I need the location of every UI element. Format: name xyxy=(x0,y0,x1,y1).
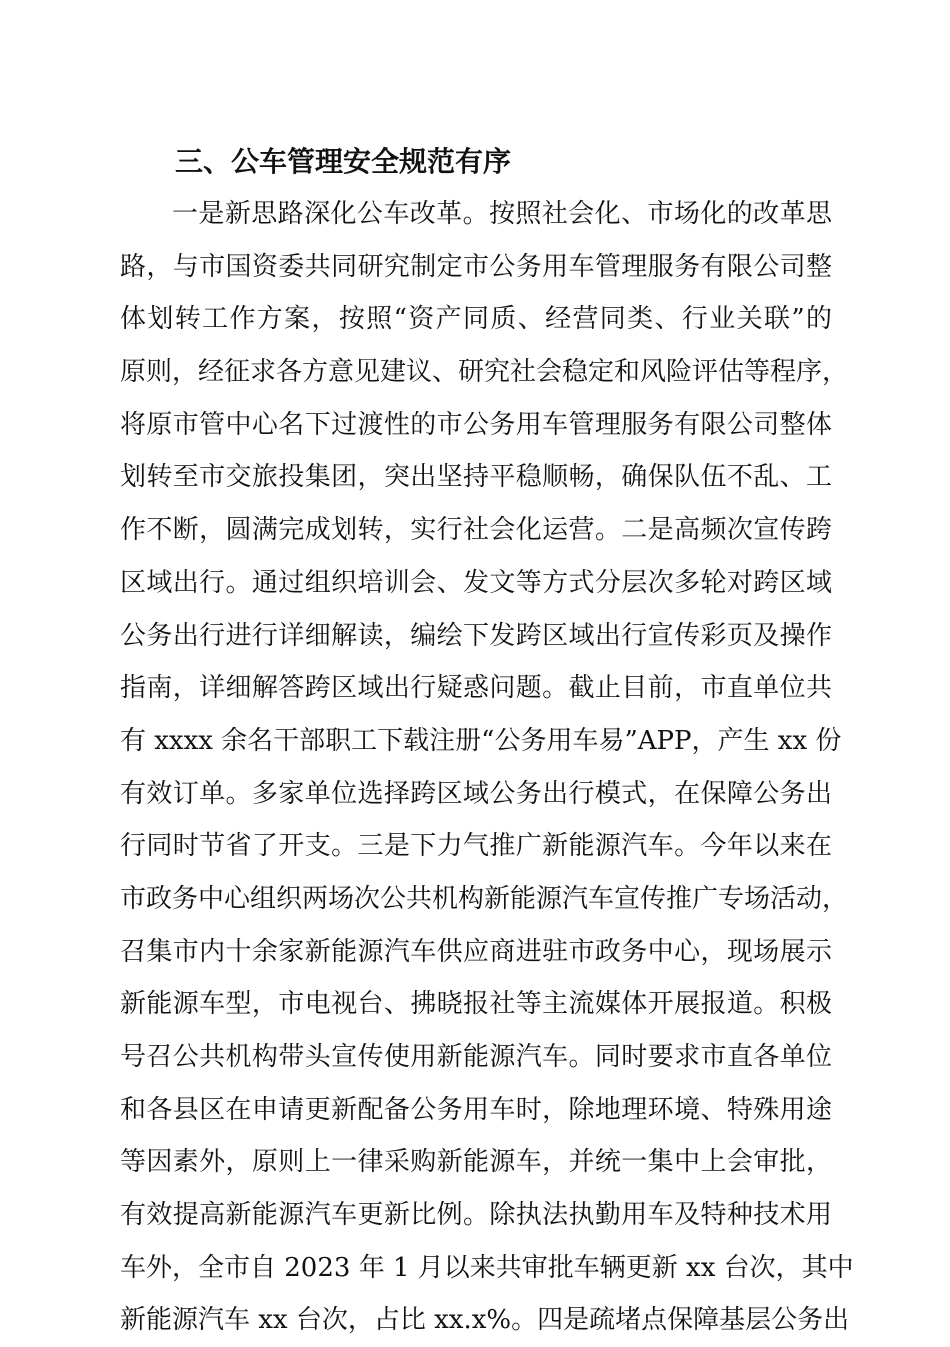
text-line: 划转至市交旅投集团，突出坚持平稳顺畅，确保队伍不乱、工 xyxy=(120,462,832,493)
text-line: 公务出行进行详细解读，编绘下发跨区域出行宣传彩页及操作 xyxy=(120,620,832,651)
text-line: 区域出行。通过组织培训会、发文等方式分层次多轮对跨区域 xyxy=(120,567,832,598)
text-line: 将原市管中心名下过渡性的市公务用车管理服务有限公司整体 xyxy=(120,409,832,440)
text-line: 召集市内十余家新能源汽车供应商进驻市政务中心，现场展示 xyxy=(120,936,832,967)
text-line: 有效订单。多家单位选择跨区域公务出行模式，在保障公务出 xyxy=(120,778,832,809)
text-line: 作不断，圆满完成划转，实行社会化运营。二是高频次宣传跨 xyxy=(120,515,832,546)
text-line: 号召公共机构带头宣传使用新能源汽车。同时要求市直各单位 xyxy=(120,1042,832,1072)
body-paragraph xyxy=(120,188,854,1347)
text-line: 指南，详细解答跨区域出行疑惑问题。截止目前，市直单位共 xyxy=(120,673,832,704)
text-line: 有 xxxx 余名干部职工下载注册“公务用车易”APP，产生 xx 份 xyxy=(120,725,842,756)
text-line: 新能源汽车 xx 台次，占比 xx.x%。四是疏堵点保障基层公务出 xyxy=(120,1305,850,1336)
text-line: 一是新思路深化公车改革。按照社会化、市场化的改革思 xyxy=(172,199,832,229)
text-line: 车外，全市自 2023 年 1 月以来共审批车辆更新 xx 台次，其中 xyxy=(120,1252,854,1283)
text-line: 等因素外，原则上一律采购新能源车，并统一集中上会审批， xyxy=(120,1147,832,1178)
text-line: 新能源车型，市电视台、拂晓报社等主流媒体开展报道。积极 xyxy=(120,989,832,1020)
text-line: 有效提高新能源汽车更新比例。除执法执勤用车及特种技术用 xyxy=(120,1200,832,1231)
text-line: 和各县区在申请更新配备公务用车时，除地理环境、特殊用途 xyxy=(120,1094,832,1125)
text-line: 体划转工作方案，按照“资产同质、经营同类、行业关联”的 xyxy=(120,304,832,335)
text-line: 原则，经征求各方意见建议、研究社会稳定和风险评估等程序， xyxy=(120,357,849,388)
section-heading: 三、公车管理安全规范有序 xyxy=(175,145,512,178)
text-line: 路，与市国资委共同研究制定市公务用车管理服务有限公司整 xyxy=(120,251,832,282)
text-line: 市政务中心组织两场次公共机构新能源汽车宣传推广专场活动， xyxy=(120,883,849,914)
text-line: 行同时节省了开支。三是下力气推广新能源汽车。今年以来在 xyxy=(120,831,832,862)
